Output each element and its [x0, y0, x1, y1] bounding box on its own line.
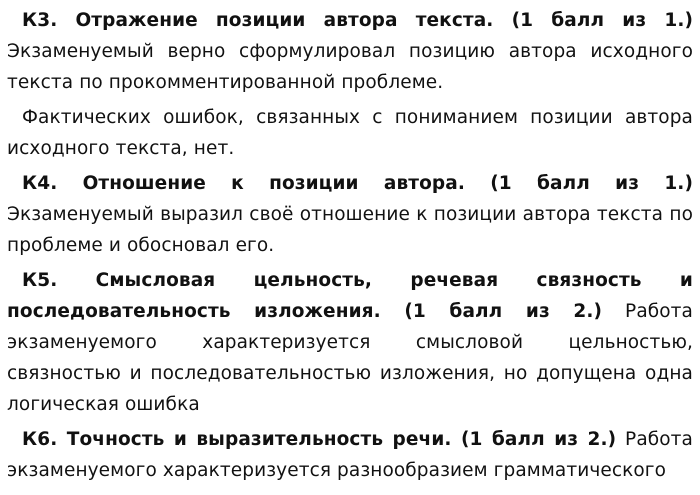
criterion-k6-heading: К6. Точность и выразительность речи. (1 балл из 2.): [22, 429, 617, 450]
criterion-k3-text: Экзаменуемый верно сформулировал позицию автора исходного текста по прокомментированной проблеме.: [7, 41, 693, 93]
criterion-k5-paragraph: [7, 265, 693, 420]
document-body: [7, 5, 693, 490]
criterion-k4-paragraph: [7, 168, 693, 261]
factual-errors-text: Фактических ошибок, связанных с пониманием позиции автора исходного текста, нет.: [7, 107, 693, 159]
criterion-k4-heading: К4. Отношение к позиции автора. (1 балл из 1.): [22, 173, 693, 194]
criterion-k3-heading: К3. Отражение позиции автора текста. (1 балл из 1.): [22, 10, 693, 31]
criterion-k3-paragraph: [7, 5, 693, 98]
criterion-k6-text: Работа экзаменуемого характеризуется разнообразием грамматического: [7, 429, 693, 481]
criterion-k6-paragraph: [7, 424, 693, 486]
criterion-k4-text: Экзаменуемый выразил своё отношение к позиции автора текста по проблеме и обосновал его.: [7, 204, 693, 256]
factual-errors-paragraph: [7, 102, 693, 164]
criterion-k5-heading: К5. Смысловая цельность, речевая связность и последовательность изложения. (1 балл из 2.): [7, 270, 693, 322]
criterion-k5-text: Работа экзаменуемого характеризуется смысловой цельностью, связностью и последовательностью изложения, но допущена одна логическая ошибка: [7, 301, 693, 415]
